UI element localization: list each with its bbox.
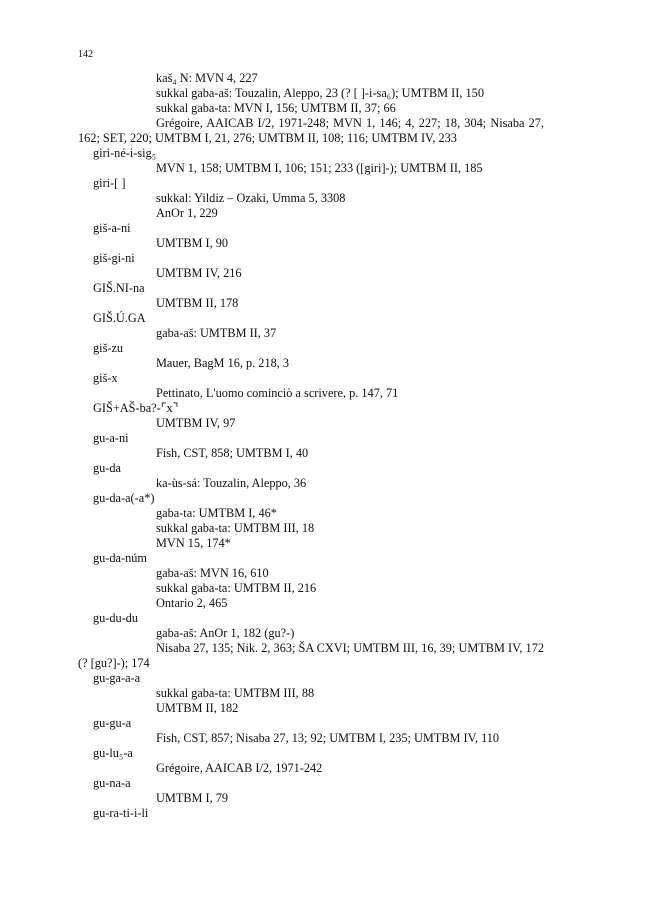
reference-line: UMTBM IV, 216: [156, 266, 242, 280]
reference-line: Mauer, BagM 16, p. 218, 3: [156, 356, 290, 370]
entry-headword: giri-[ ]: [93, 176, 126, 190]
reference-line: Fish, CST, 858; UMTBM I, 40: [156, 446, 309, 460]
reference-line: Nisaba 27, 135; Nik. 2, 363; ŠA CXVI; UMTBM III, 16, 39; UMTBM IV, 172: [156, 641, 544, 655]
entry-headword: gu-na-a: [93, 776, 131, 790]
reference-line: MVN 1, 158; UMTBM I, 106; 151; 233 ([giri]-); UMTBM II, 185: [156, 161, 483, 175]
index-entries: [0, 71, 650, 821]
reference-line: UMTBM IV, 97: [156, 416, 236, 430]
entry-headword: gu-da: [93, 461, 121, 475]
entry-headword: GIŠ.NI-na: [93, 281, 145, 295]
entry-headword: gu-du-du: [93, 611, 139, 625]
reference-line: Fish, CST, 857; Nisaba 27, 13; 92; UMTBM I, 235; UMTBM IV, 110: [156, 731, 500, 745]
entry-headword: giri-né-i-sig₅: [93, 146, 157, 160]
entry-headword: gu-ra-ti-i-li: [93, 806, 149, 820]
reference-line: UMTBM I, 90: [156, 236, 229, 250]
reference-line: sukkal gaba-ta: UMTBM III, 18: [156, 521, 315, 535]
reference-line: sukkal gaba-ta: UMTBM II, 216: [156, 581, 317, 595]
reference-line: AnOr 1, 229: [156, 206, 218, 220]
reference-line: sukkal gaba-ta: MVN I, 156; UMTBM II, 37; 66: [156, 101, 396, 115]
entry-headword: giš-x: [93, 371, 118, 385]
reference-line: UMTBM I, 79: [156, 791, 229, 805]
reference-line: gaba-aš: AnOr 1, 182 (gu?-): [156, 626, 295, 640]
entry-headword: gu-a-ni: [93, 431, 129, 445]
reference-line: gaba-aš: MVN 16, 610: [156, 566, 269, 580]
reference-line: sukkal gaba-ta: UMTBM III, 88: [156, 686, 315, 700]
entry-headword: gu-lu₅-a: [93, 746, 133, 760]
entry-headword: giš-gi-ni: [93, 251, 135, 265]
reference-line: UMTBM II, 182: [156, 701, 239, 715]
reference-line: gaba-aš: UMTBM II, 37: [156, 326, 277, 340]
reference-line: Grégoire, AAICAB I/2, 1971-248; MVN 1, 146; 4, 227; 18, 304; Nisaba 27,: [156, 116, 544, 130]
entry-headword: gu-da-núm: [93, 551, 147, 565]
entry-headword: gu-ga-a-a: [93, 671, 141, 685]
reference-line: ka-ùs-sá: Touzalin, Aleppo, 36: [156, 476, 307, 490]
reference-line: sukkal gaba-aš: Touzalin, Aleppo, 23 (? [ ]-i-sa₆); UMTBM II, 150: [156, 86, 484, 100]
reference-line: Pettinato, L'uomo cominciò a scrivere, p. 147, 71: [156, 386, 399, 400]
reference-line: sukkal: Yildiz – Ozaki, Umma 5, 3308: [156, 191, 346, 205]
reference-continuation: (? [gu?]-); 174: [78, 656, 150, 670]
entry-headword: gu-gu-a: [93, 716, 132, 730]
entry-headword: giš-a-ni: [93, 221, 131, 235]
reference-line: Ontario 2, 465: [156, 596, 228, 610]
reference-continuation: 162; SET, 220; UMTBM I, 21, 276; UMTBM II, 108; 116; UMTBM IV, 233: [78, 131, 457, 145]
reference-line: UMTBM II, 178: [156, 296, 239, 310]
entry-headword: GIŠ.Ú.GA: [93, 311, 146, 325]
entry-headword: giš-zu: [93, 341, 124, 355]
entry-headword: gu-da-a(-a*): [93, 491, 155, 505]
entry-headword: GIŠ+AŠ-ba?-⌜x⌝: [93, 401, 179, 415]
page-number: 142: [78, 49, 93, 60]
reference-line: kaš₄ N: MVN 4, 227: [156, 71, 258, 85]
reference-line: Grégoire, AAICAB I/2, 1971-242: [156, 761, 323, 775]
reference-line: MVN 15, 174*: [156, 536, 231, 550]
reference-line: gaba-ta: UMTBM I, 46*: [156, 506, 277, 520]
